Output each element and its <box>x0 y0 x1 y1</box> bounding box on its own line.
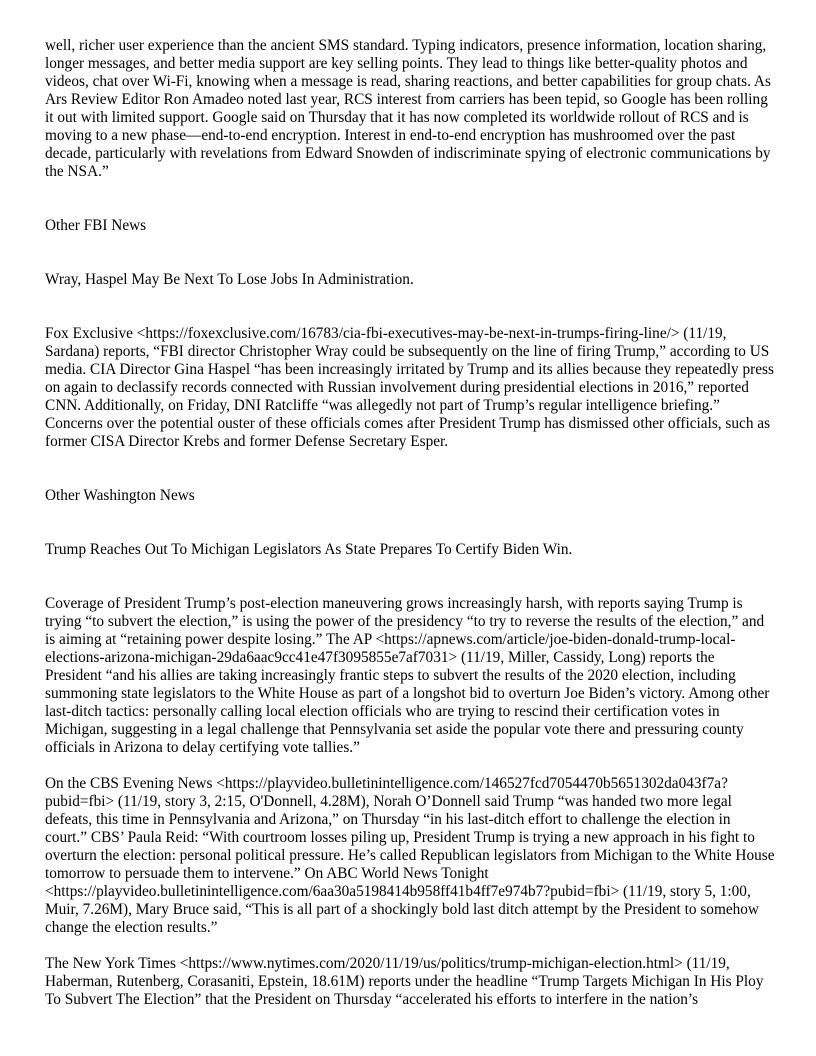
paragraph-new-york-times: The New York Times <https://www.nytimes.com/2020/11/19/us/politics/trump-michigan-election.html> (11/19, Haberman, Rutenberg, Corasaniti, Epstein, 18.61M) reports under the headline “Trump Targets Michigan In His Ploy To Subvert The Election” that the President on Thursday “accelerated his efforts to interfere in the nation’s <box>45 955 764 1008</box>
paragraph-ap-coverage: Coverage of President Trump’s post-election maneuvering grows increasingly harsh, with reports saying Trump is trying “to subvert the election,” is using the power of the presidency “to try to reverse the results of the election,” and is aiming at “retaining power despite losing.” The AP <https://apnews.com/article/joe-biden-donald-trump-local-elections-arizona-michigan-29da6aac9cc41e47f3095855e7af7031> (11/19, Miller, Cassidy, Long) reports the President “and his allies are taking increasingly frantic steps to subvert the results of the 2020 election, including summoning state legislators to the White House as part of a longshot bid to overturn Joe Biden’s victory. Among other last-ditch tactics: personally calling local election officials who are trying to rescind their certification votes in Michigan, suggesting in a legal challenge that Pennsylvania set aside the popular vote there and pressuring county officials in Arizona to delay certifying vote tallies.” <box>45 595 770 756</box>
paragraph-fox-exclusive: Fox Exclusive <https://foxexclusive.com/16783/cia-fbi-executives-may-be-next-in-trumps-firing-line/> (11/19, Sardana) reports, “FBI director Christopher Wray could be subsequently on the line of firing Trump,” according to US media. CIA Director Gina Haspel “has been increasingly irritated by Trump and its allies because they repeatedly press on again to declassify records connected with Russian involvement during presidential elections in 2016,” reported CNN. Additionally, on Friday, DNI Ratcliffe “was allegedly not part of Trump’s regular intelligence briefing.” Concerns over the potential ouster of these officials comes after President Trump has dismissed other officials, such as former CISA Director Krebs and former Defense Secretary Esper. <box>45 325 774 450</box>
headline-wray-haspel: Wray, Haspel May Be Next To Lose Jobs In Administration. <box>45 271 414 288</box>
paragraph-rcs-encryption: well, richer user experience than the ancient SMS standard. Typing indicators, presence information, location sharing, longer messages, and better media support are key selling points. They lead to things like better-quality photos and videos, chat over Wi-Fi, knowing when a message is read, sharing reactions, and better capabilities for group chats. As Ars Review Editor Ron Amadeo noted last year, RCS interest from carriers has been tepid, so Google has been rolling it out with limited support. Google said on Thursday that it has now completed its worldwide rollout of RCS and is moving to a new phase—end-to-end encryption. Interest in end-to-end encryption has mushroomed over the past decade, particularly with revelations from Edward Snowden of indiscriminate spying of electronic communications by the NSA.” <box>45 37 771 180</box>
section-heading-other-washington-news: Other Washington News <box>45 487 195 504</box>
headline-trump-michigan: Trump Reaches Out To Michigan Legislators As State Prepares To Certify Biden Win. <box>45 541 573 558</box>
paragraph-cbs-abc-news: On the CBS Evening News <https://playvideo.bulletinintelligence.com/146527fcd7054470b5651302da043f7a?pubid=fbi> (11/19, story 3, 2:15, O'Donnell, 4.28M), Norah O’Donnell said Trump “was handed two more legal defeats, this time in Pennsylvania and Arizona,” on Thursday “in his last-ditch effort to challenge the election in court.” CBS’ Paula Reid: “With courtroom losses piling up, President Trump is trying a new approach in his fight to overturn the election: personal political pressure. He’s called Republican legislators from Michigan to the White House tomorrow to persuade them to intervene.” On ABC World News Tonight <https://playvideo.bulletinintelligence.com/6aa30a5198414b958ff41b4ff7e974b7?pubid=fbi> (11/19, story 5, 1:00, Muir, 7.26M), Mary Bruce said, “This is all part of a shockingly bold last ditch attempt by the President to somehow change the election results.” <box>45 775 775 936</box>
document-page <box>45 37 775 1009</box>
section-heading-other-fbi-news: Other FBI News <box>45 217 147 234</box>
